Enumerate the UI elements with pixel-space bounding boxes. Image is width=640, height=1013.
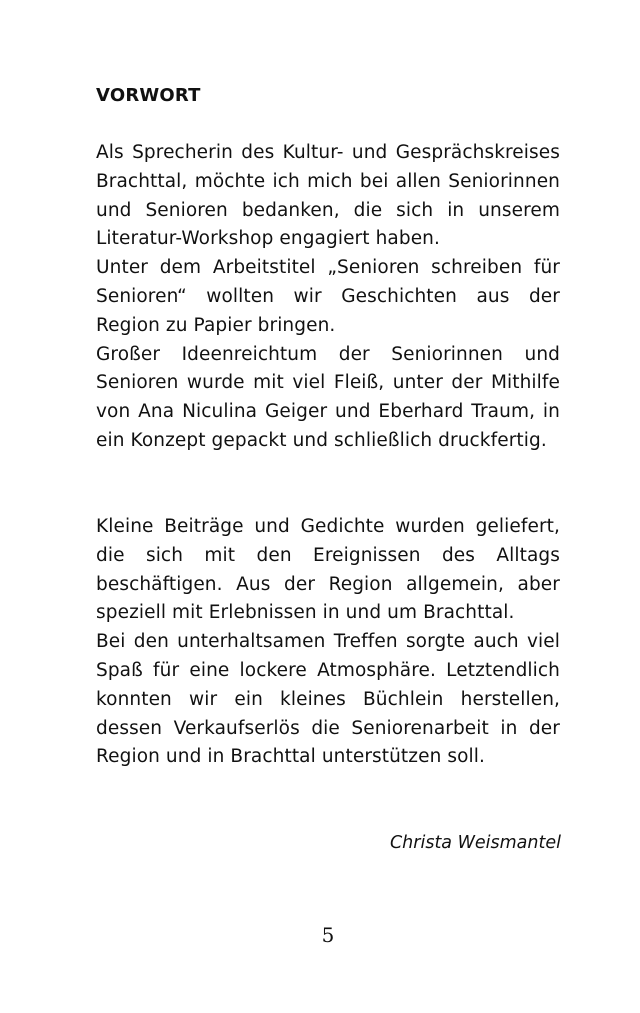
paragraph: Als Sprecherin des Kultur- und Gesprächskreises Brachttal, möchte ich mich bei allen Seniorinnen und Senioren bedanken, die sich in unserem Literatur-Workshop engagiert haben.	[96, 142, 560, 250]
paragraph: Großer Ideenreichtum der Seniorinnen und Senioren wurde mit viel Fleiß, unter der Mithilfe von Ana Niculina Geiger und Eberhard Traum, in ein Konzept gepackt und schließlich druckfertig.	[96, 343, 560, 451]
paragraph: Unter dem Arbeitstitel „Senioren schreiben für Senioren“ wollten wir Geschichten aus der Region zu Papier bringen.	[96, 257, 560, 336]
page-number: 5	[321, 923, 335, 947]
author-signature: Christa Weismantel	[389, 833, 561, 853]
foreword-section-1	[96, 139, 560, 456]
paragraph: Kleine Beiträge und Gedichte wurden geliefert, die sich mit den Ereignissen des Alltags beschäftigen. Aus der Region allgemein, aber speziell mit Erlebnissen in und um Brachttal.	[96, 516, 560, 624]
page-title: VORWORT	[96, 85, 201, 106]
paragraph: Bei den unterhaltsamen Treffen sorgte auch viel Spaß für eine lockere Atmosphäre. Letztendlich konnten wir ein kleines Büchlein herstellen, dessen Verkaufserlös die Seniorenarbeit in der Region und in Brachttal unterstützen soll.	[96, 631, 560, 768]
foreword-section-2	[96, 513, 560, 772]
